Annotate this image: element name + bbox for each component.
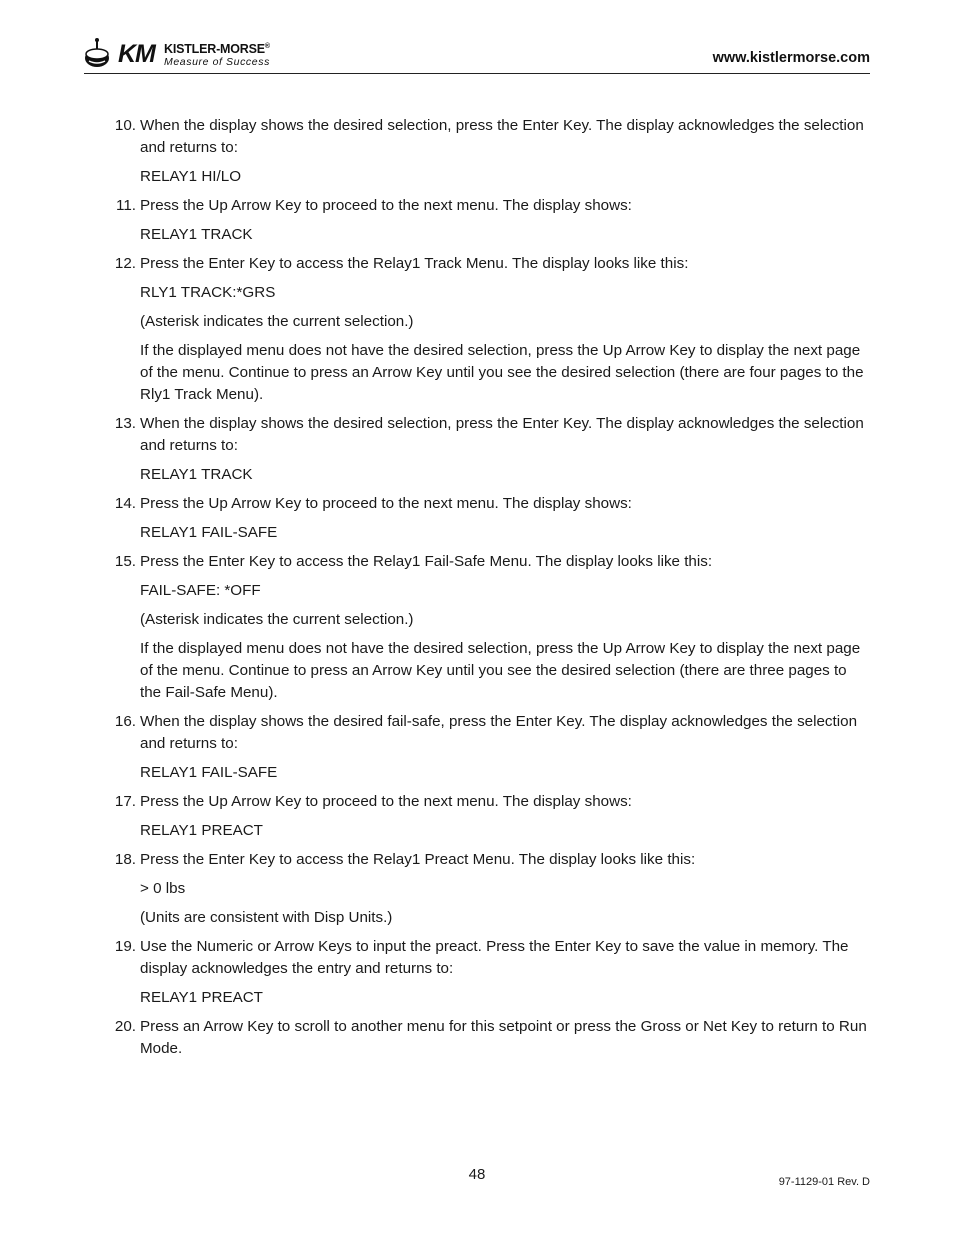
step-text: When the display shows the desired selection, press the Enter Key. The display acknowledges the selection and returns to:: [140, 415, 864, 454]
step-text: Press the Enter Key to access the Relay1 Fail-Safe Menu. The display looks like this:: [140, 553, 713, 570]
step-item: [106, 253, 870, 275]
step-item: [106, 849, 870, 871]
step-text: Press an Arrow Key to scroll to another menu for this setpoint or press the Gross or Net Key to return to Run Mode.: [140, 1018, 867, 1057]
step-item: [106, 195, 870, 217]
display-text: RELAY1 TRACK: [140, 226, 253, 243]
step-number: 13.: [114, 415, 136, 432]
step-number: 11.: [116, 197, 136, 214]
step-number: 12.: [114, 255, 136, 272]
step-item: [106, 115, 870, 159]
display-text: RELAY1 FAIL-SAFE: [140, 764, 278, 781]
step-number: 19.: [114, 938, 136, 955]
step-item: [106, 551, 870, 573]
display-text: FAIL-SAFE: *OFF: [140, 582, 261, 599]
display-text: RELAY1 TRACK: [140, 466, 253, 483]
step-number: 15.: [114, 553, 136, 570]
logo-company-name: KISTLER-MORSE®: [164, 42, 270, 56]
document-revision: 97-1129-01 Rev. D: [778, 1176, 870, 1188]
display-text: If the displayed menu does not have the desired selection, press the Up Arrow Key to display the next page of the menu. Continue to press an Arrow Key until you see the desired selection (there are four pages to the Rly1 Track Menu).: [140, 342, 864, 403]
scale-logo-icon: [84, 37, 114, 71]
step-item: [106, 711, 870, 755]
step-item: [106, 791, 870, 813]
step-item: [106, 413, 870, 457]
display-text: RLY1 TRACK:*GRS: [140, 284, 276, 301]
website-url: www.kistlermorse.com: [712, 50, 870, 66]
step-text: Press the Up Arrow Key to proceed to the next menu. The display shows:: [140, 197, 632, 214]
display-text: RELAY1 HI/LO: [140, 168, 242, 185]
display-text: > 0 lbs: [140, 880, 186, 897]
display-text: RELAY1 PREACT: [140, 989, 263, 1006]
display-text: RELAY1 PREACT: [140, 822, 263, 839]
logo-tagline: Measure of Success: [164, 56, 270, 68]
step-text: Press the Enter Key to access the Relay1 Preact Menu. The display looks like this:: [140, 851, 696, 868]
display-text: (Units are consistent with Disp Units.): [140, 909, 393, 926]
step-number: 14.: [114, 495, 136, 512]
step-text: When the display shows the desired selection, press the Enter Key. The display acknowledges the selection and returns to:: [140, 117, 864, 156]
display-text: (Asterisk indicates the current selection.): [140, 313, 414, 330]
step-text: Use the Numeric or Arrow Keys to input the preact. Press the Enter Key to save the value in memory. The display acknowledges the entry and returns to:: [140, 938, 849, 977]
step-item: [106, 493, 870, 515]
display-text: RELAY1 FAIL-SAFE: [140, 524, 278, 541]
step-text: Press the Up Arrow Key to proceed to the next menu. The display shows:: [140, 495, 632, 512]
step-text: Press the Enter Key to access the Relay1 Track Menu. The display looks like this:: [140, 255, 689, 272]
page-number: 48: [468, 1166, 486, 1183]
step-item: [106, 1016, 870, 1060]
step-number: 20.: [114, 1018, 136, 1035]
procedure-steps: [106, 115, 870, 1067]
step-text: Press the Up Arrow Key to proceed to the next menu. The display shows:: [140, 793, 632, 810]
step-item: [106, 936, 870, 980]
logo-mark: KM: [118, 40, 155, 68]
step-number: 16.: [114, 713, 136, 730]
step-text: When the display shows the desired fail-safe, press the Enter Key. The display acknowledges the selection and returns to:: [140, 713, 858, 752]
step-number: 10.: [114, 117, 136, 134]
display-text: (Asterisk indicates the current selection.): [140, 611, 414, 628]
display-text: If the displayed menu does not have the desired selection, press the Up Arrow Key to display the next page of the menu. Continue to press an Arrow Key until you see the desired selection (there are three pages to the Fail-Safe Menu).: [140, 640, 861, 701]
kistler-morse-logo: [84, 37, 324, 71]
step-number: 18.: [114, 851, 136, 868]
page-header: [84, 37, 870, 74]
step-number: 17.: [114, 793, 136, 810]
